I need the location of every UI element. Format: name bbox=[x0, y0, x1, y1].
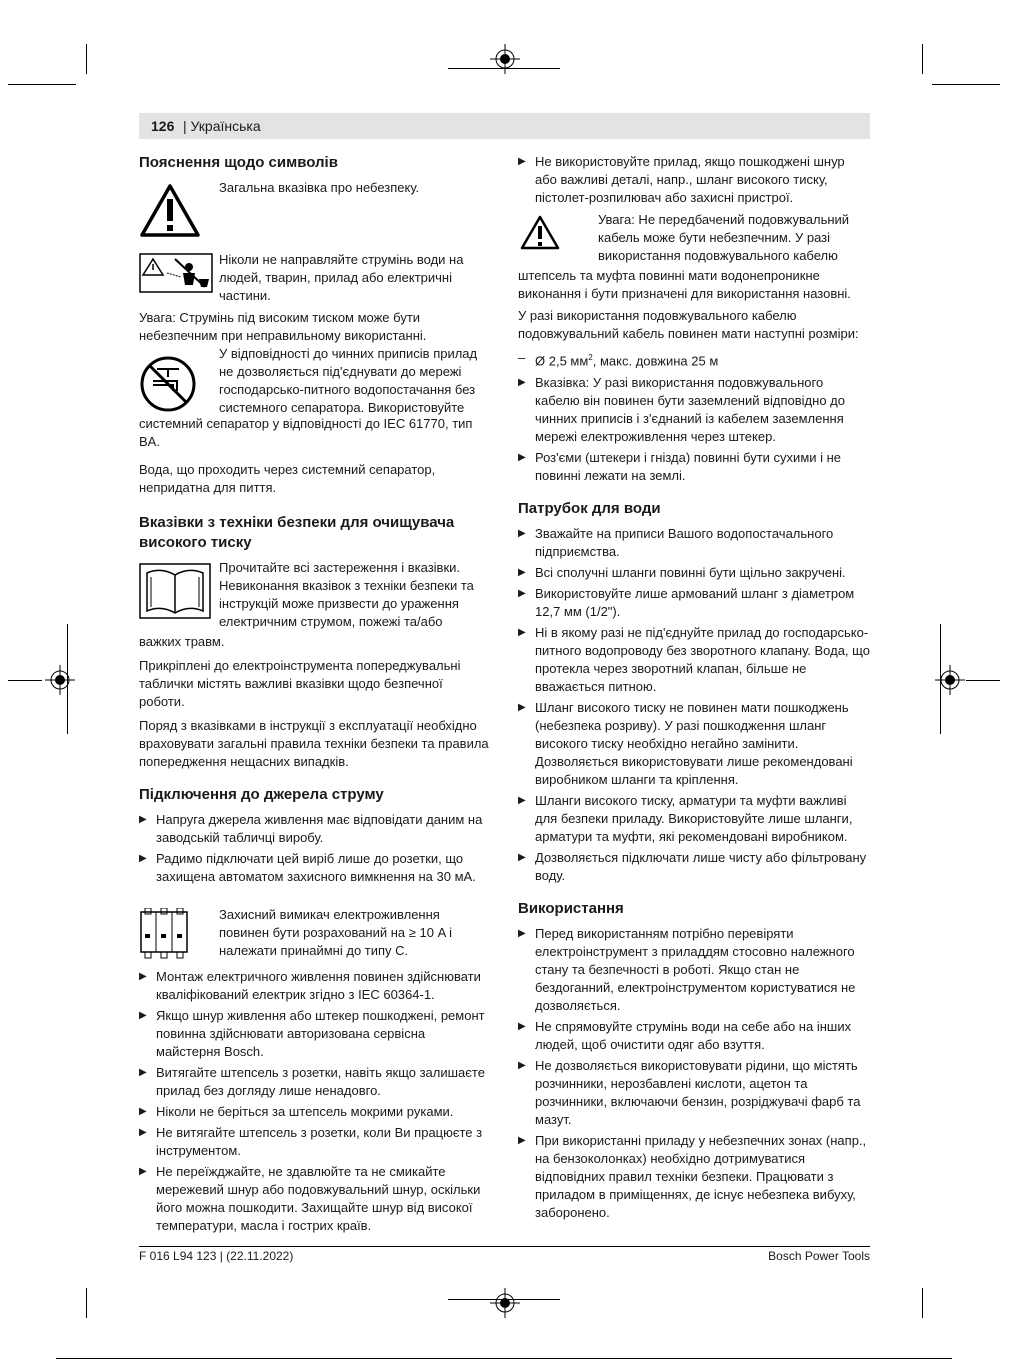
footer-brand: Bosch Power Tools bbox=[768, 1249, 870, 1263]
section-title-water: Патрубок для води bbox=[518, 500, 661, 518]
registration-mark-left bbox=[45, 665, 75, 695]
right-column bbox=[518, 153, 870, 1225]
list-item: ▶ Перед використанням потрібно перевіряти електроінструмент з приладдям стосовно належного стану та безпечності в роботі. Якщо стан не бездоганний, електроінструментом користуватися не дозволяється. bbox=[518, 925, 870, 1015]
list-item: ▶ Роз'єми (штекери і гнізда) повинні бути сухими і не повинні лежати на землі. bbox=[518, 449, 870, 485]
list-item: ▶ Не використовуйте прилад, якщо пошкоджені шнур або важливі деталі, напр., шланг високого тиску, пістолет-розпилювач або захисні пристрої. bbox=[518, 153, 870, 207]
crop-mark bbox=[86, 1288, 87, 1318]
list-item: ▶ Витягайте штепсель з розетки, навіть якщо залишаєте прилад без догляду лише ненадовго. bbox=[139, 1064, 489, 1100]
breaker-text: Захисний вимикач електроживлення повинен бути розрахований на ≥ 10 A і належати принаймні до типу C. bbox=[219, 907, 453, 958]
list-item: ▶ Не спрямовуйте струмінь води на себе або на інших людей, щоб очистити одяг або взуття. bbox=[518, 1018, 870, 1054]
separator-text-a: У відповідності до чинних приписів прилад не дозволяється під'єднувати до мережі господарсько-питного водопостачання без системного сепаратора. Використовуйте bbox=[219, 346, 478, 415]
list-item: ▶ Ніколи не беріться за штепсель мокрими руками. bbox=[139, 1103, 489, 1121]
list-item: ▶ Не дозволяється використовувати рідини, що містять розчинники, нерозбавлені кислоти, ацетон та розчинники, включаючи бензин, розріджувачі фарб та мазут. bbox=[518, 1057, 870, 1129]
extension-cable-size: Ø 2,5 мм bbox=[535, 353, 589, 369]
list-item: ▶ Не переїжджайте, не здавлюйте та не смикайте мережевий шнур або подовжувальний шнур, оскільки його можна пошкодити. Захищайте шнур від високої температури, масла і гострих країв. bbox=[139, 1163, 489, 1235]
registration-mark-top bbox=[490, 44, 520, 74]
separator-text-b: системний сепаратор у відповідності до IEC 61770, тип BA. bbox=[139, 416, 473, 449]
section-title-symbols: Пояснення щодо символів bbox=[139, 154, 338, 171]
superscript: 2 bbox=[588, 353, 593, 362]
extension-warning-a: Увага: Не передбачений подовжувальний кабель може бути небезпечним. У разі використання подовжувального кабелю bbox=[598, 212, 850, 263]
rules-paragraph: Поряд з вказівками в інструкції з експлуатації необхідно враховувати загальні правила техніки безпеки та правила попередження нещасних випадків. bbox=[139, 718, 489, 769]
crop-mark bbox=[86, 44, 87, 74]
extension-cable-length: , макс. довжина 25 м bbox=[592, 353, 719, 369]
crop-mark bbox=[932, 84, 1000, 85]
list-item: ▶ Якщо шнур живлення або штекер пошкоджені, ремонт повинна здійснювати авторизована сервісна майстерня Bosch. bbox=[139, 1007, 489, 1061]
list-item: ▶ Зважайте на приписи Вашого водопостачального підприємства. bbox=[518, 525, 870, 561]
read-instructions-text-a: Прочитайте всі застереження і вказівки. Невиконання вказівок з техніки безпеки та інструкцій може призвести до ураження електричним струмом, пожежі та/або bbox=[219, 560, 474, 629]
warning-triangle-icon bbox=[139, 183, 201, 239]
jet-warning-text: Увага: Струмінь під високим тиском може бути небезпечним при неправильному використанні. bbox=[139, 310, 427, 343]
labels-paragraph: Прикріплені до електроінструмента попереджувальні таблички містять важливі вказівки щодо безпечної роботи. bbox=[139, 658, 461, 709]
list-item: ▶ Вказівка: У разі використання подовжувального кабелю він повинен бути заземлений відповідно до чинних приписів і з'єднаний із кабелем заземлення мережі електроживлення через штекер. bbox=[518, 374, 870, 446]
footer-divider bbox=[139, 1246, 870, 1247]
list-item: ▶ Використовуйте лише армований шланг з діаметром 12,7 мм (1/2"). bbox=[518, 585, 870, 621]
list-item: ▶ При використанні приладу у небезпечних зонах (напр., на бензоколонках) необхідно дотримуватися відповідних правил техніки безпеки. Працювати з приладом в приміщеннях, де існує небезпека вибуху, заборонено. bbox=[518, 1132, 870, 1222]
extension-paragraph: У разі використання подовжувального кабелю подовжувальний кабель повинен мати наступні розміри: bbox=[518, 308, 859, 341]
crop-mark bbox=[966, 680, 1000, 681]
list-item: ▶ Монтаж електричного живлення повинен здійснювати кваліфікований електрик згідно з IEC 60364-1. bbox=[139, 968, 489, 1004]
registration-mark-right bbox=[935, 665, 965, 695]
list-item: ▶ Шланг високого тиску не повинен мати пошкоджень (небезпека розриву). У разі пошкодження шланг високого тиску необхідно негайно замінити. Дозволяється використовувати лише рекомендовані виробником шланги та кріплення. bbox=[518, 699, 870, 789]
warning-triangle-icon bbox=[520, 215, 560, 251]
list-item: ▶ Не витягайте штепсель з розетки, коли Ви працюєте з інструментом. bbox=[139, 1124, 489, 1160]
water-note: Вода, що проходить через системний сепаратор, непридатна для пиття. bbox=[139, 462, 436, 495]
extension-warning-b: штепсель та муфта повинні мати водонепроникне виконання і бути призначені для використання назовні. bbox=[518, 268, 851, 301]
list-item: ▶ Напруга джерела живлення має відповідати даним на заводській табличці виробу. bbox=[139, 811, 489, 847]
registration-mark-bottom bbox=[490, 1288, 520, 1318]
list-item: ▶ Радимо підключати цей виріб лише до розетки, що захищена автоматом захисного вимкнення на 30 мА. bbox=[139, 850, 489, 886]
crop-mark bbox=[922, 44, 923, 74]
circuit-breaker-icon bbox=[139, 908, 189, 960]
header-language: | Українська bbox=[183, 118, 261, 134]
read-instructions-text-b: важких травм. bbox=[139, 634, 225, 649]
no-spray-text: Ніколи не направляйте струмінь води на людей, тварин, прилад або електричні частини. bbox=[219, 252, 464, 303]
left-column bbox=[139, 153, 489, 1238]
list-item: ▶ Шланги високого тиску, арматури та муфти важливі для безпеки приладу. Використовуйте лише шланги, арматури та муфти, які рекомендовані виробником. bbox=[518, 792, 870, 846]
crop-mark bbox=[56, 1358, 952, 1359]
crop-mark bbox=[922, 1288, 923, 1318]
no-potable-water-connection-icon bbox=[139, 355, 197, 413]
list-item bbox=[518, 349, 870, 370]
list-item: ▶ Всі сполучні шланги повинні бути щільно закручені. bbox=[518, 564, 870, 582]
section-title-safety: Вказівки з техніки безпеки для очищувача високого тиску bbox=[139, 514, 455, 551]
crop-mark bbox=[8, 680, 42, 681]
section-title-use: Використання bbox=[518, 900, 624, 918]
read-manual-icon bbox=[139, 563, 211, 619]
section-title-power: Підключення до джерела струму bbox=[139, 786, 384, 803]
list-item: ▶ Дозволяється підключати лише чисту або фільтровану воду. bbox=[518, 849, 870, 885]
language-label: Українська bbox=[190, 118, 261, 134]
no-spray-people-icon bbox=[139, 253, 213, 293]
footer-doc-id: F 016 L94 123 | (22.11.2022) bbox=[139, 1249, 294, 1263]
general-warning-text: Загальна вказівка про небезпеку. bbox=[219, 180, 420, 195]
page-header bbox=[139, 113, 870, 139]
crop-mark bbox=[8, 84, 76, 85]
list-item: ▶ Ні в якому разі не під'єднуйте прилад до господарсько-питного водопроводу без зворотного клапану. Вода, що протекла через зворотний клапан, більше не вважається питною. bbox=[518, 624, 870, 696]
page-number: 126 bbox=[151, 118, 175, 134]
